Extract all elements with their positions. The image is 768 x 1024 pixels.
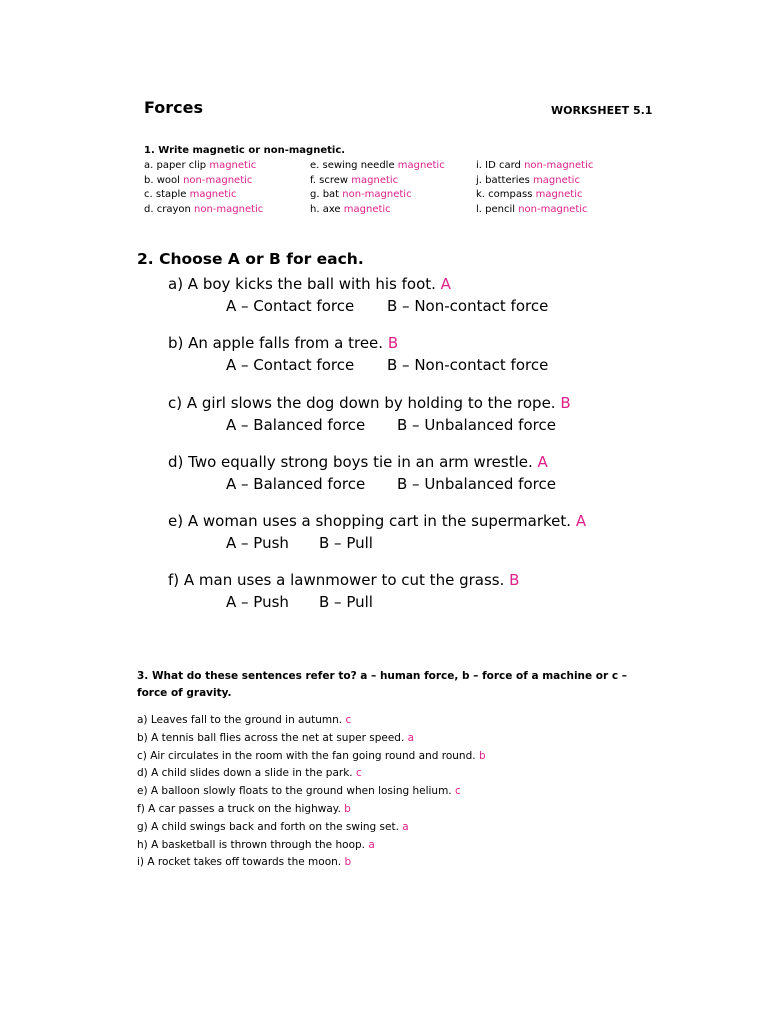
- q1-item: g. bat non-magnetic: [310, 189, 412, 201]
- q2-option-a: A – Push: [226, 593, 289, 611]
- q3-heading: 3. What do these sentences refer to? a – human force, b – force of a machine or c – force of gravity.: [137, 670, 627, 699]
- q1-answer: magnetic: [209, 160, 257, 171]
- q2-option-a: A – Contact force: [226, 297, 355, 315]
- q2-option-b: B – Pull: [319, 593, 373, 611]
- q1-answer: magnetic: [397, 160, 445, 171]
- q2-option-b: B – Unbalanced force: [397, 416, 556, 434]
- q1-item: j. batteries magnetic: [476, 174, 580, 186]
- page-title: Forces: [144, 98, 204, 117]
- q3-item: h) A basketball is thrown through the hoop. a: [137, 838, 375, 851]
- q2-option-a: A – Balanced force: [226, 416, 366, 434]
- q2-answer: B: [509, 571, 520, 589]
- q1-item: c. staple magnetic: [144, 189, 237, 201]
- q3-item: i) A rocket takes off towards the moon. b: [137, 856, 352, 869]
- q1-column-3: [476, 159, 593, 218]
- q3-answer: a: [402, 820, 409, 833]
- q2-option-b: B – Pull: [319, 534, 373, 552]
- q1-item: h. axe magnetic: [310, 204, 391, 216]
- q1-item: i. ID card non-magnetic: [476, 160, 594, 171]
- q1-item: a. paper clip magnetic: [144, 160, 257, 171]
- q1-answer: non-magnetic: [518, 204, 588, 216]
- q1-answer: non-magnetic: [194, 204, 264, 216]
- q1-answer: non-magnetic: [524, 160, 594, 171]
- q3-answer: a: [368, 838, 375, 851]
- q1-answer: non-magnetic: [183, 174, 253, 186]
- q1-answer: magnetic: [351, 174, 399, 186]
- q1-column-1: [144, 159, 263, 218]
- q3-item: a) Leaves fall to the ground in autumn. c: [137, 714, 352, 726]
- q2-option-a: A – Contact force: [226, 356, 355, 374]
- q1-column-2: [310, 159, 445, 218]
- q1-answer: magnetic: [343, 204, 391, 216]
- q1-answer: magnetic: [189, 189, 237, 201]
- q3-answer: c: [355, 767, 362, 780]
- q1-item: k. compass magnetic: [476, 189, 583, 201]
- q3-item: f) A car passes a truck on the highway. b: [137, 802, 351, 815]
- q2-answer: A: [537, 453, 548, 471]
- q2-question-d: d) Two equally strong boys tie in an arm wrestle. A: [168, 453, 548, 471]
- q1-item: b. wool non-magnetic: [144, 174, 253, 186]
- q2-answer: A: [575, 512, 587, 530]
- q2-option-a: A – Push: [226, 534, 289, 552]
- q3-answer: a: [407, 731, 415, 744]
- q2-answer: B: [560, 394, 571, 412]
- q1-item: f. screw magnetic: [310, 174, 399, 186]
- q1-item: d. crayon non-magnetic: [144, 204, 264, 216]
- q2-option-b: B – Non-contact force: [387, 297, 549, 315]
- q2-answer: B: [387, 334, 399, 352]
- q1-answer: magnetic: [535, 189, 583, 201]
- q3-answer: c: [345, 714, 352, 726]
- q2-heading: 2. Choose A or B for each.: [137, 250, 364, 268]
- q3-item: e) A balloon slowly floats to the ground when losing helium. c: [137, 785, 461, 798]
- q3-item: d) A child slides down a slide in the park. c: [137, 767, 362, 780]
- q2-question-a: a) A boy kicks the ball with his foot. A: [168, 275, 451, 293]
- q2-question-c: c) A girl slows the dog down by holding to the rope. B: [168, 394, 571, 412]
- q2-option-b: B – Non-contact force: [387, 356, 549, 374]
- q3-item: g) A child swings back and forth on the swing set. a: [137, 820, 409, 833]
- worksheet-number: WORKSHEET 5.1: [551, 104, 653, 117]
- q2-option-b: B – Unbalanced force: [397, 475, 556, 493]
- q1-answer: magnetic: [533, 174, 580, 186]
- q2-question-e: e) A woman uses a shopping cart in the supermarket. A: [168, 512, 587, 530]
- q3-answer: c: [454, 785, 461, 798]
- q1-item: l. pencil non-magnetic: [476, 204, 588, 216]
- q3-list: [137, 712, 486, 872]
- q3-answer: b: [344, 802, 351, 815]
- q2-question-b: b) An apple falls from a tree. B: [168, 334, 399, 352]
- q2-option-a: A – Balanced force: [226, 475, 366, 493]
- q1-heading: 1. Write magnetic or non-magnetic.: [144, 145, 346, 156]
- q2-answer: A: [440, 275, 451, 293]
- q3-answer: b: [344, 856, 352, 869]
- q3-answer: b: [478, 749, 486, 762]
- q3-item: b) A tennis ball flies across the net at super speed. a: [137, 731, 415, 744]
- q1-answer: non-magnetic: [342, 189, 412, 201]
- q3-item: c) Air circulates in the room with the fan going round and round. b: [137, 749, 486, 762]
- q1-item: e. sewing needle magnetic: [310, 160, 445, 171]
- q2-question-f: f) A man uses a lawnmower to cut the grass. B: [168, 571, 520, 589]
